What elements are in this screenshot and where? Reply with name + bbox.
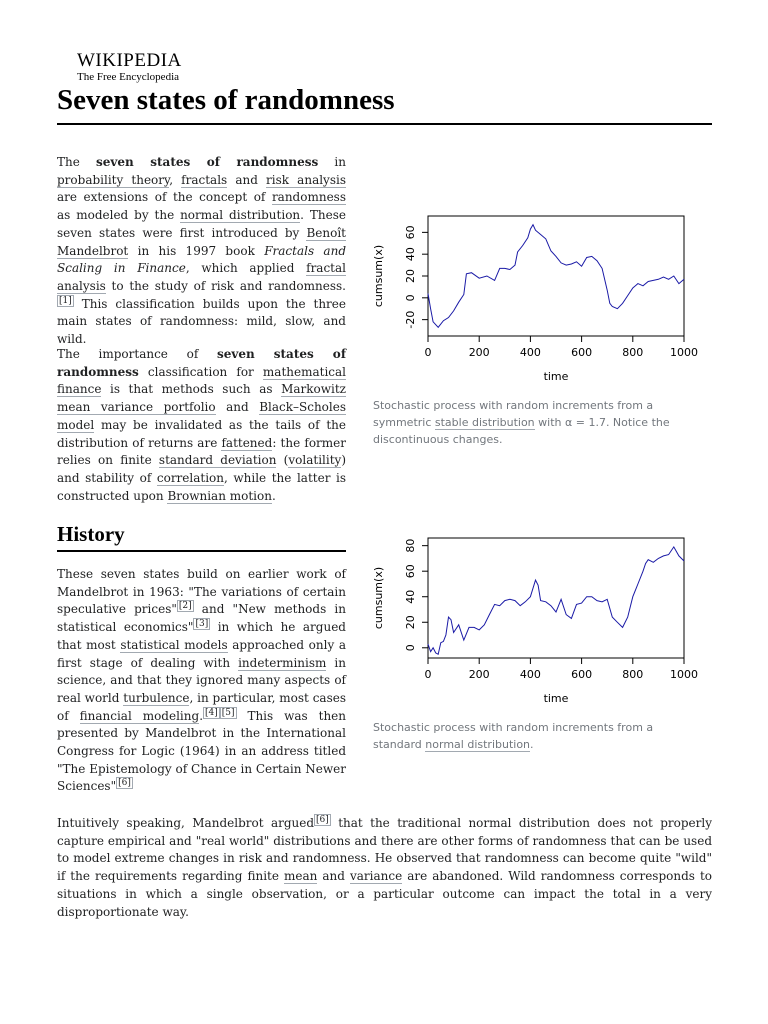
text: , which applied bbox=[185, 261, 307, 276]
link-mathematical-finance[interactable]: mathematical finance bbox=[57, 364, 346, 397]
citation-2[interactable]: [2] bbox=[178, 601, 192, 612]
link-risk-analysis[interactable]: risk analysis bbox=[266, 172, 346, 187]
x-tick-label: 400 bbox=[519, 668, 541, 681]
lead-paragraph-2 bbox=[57, 346, 346, 505]
text: : the former relies on finite bbox=[57, 435, 346, 468]
lead-paragraph-1 bbox=[57, 154, 346, 349]
text: in his 1997 book bbox=[128, 243, 265, 258]
intuition-paragraph bbox=[57, 815, 712, 921]
text: The importance of bbox=[57, 347, 217, 361]
x-tick-label: 1000 bbox=[670, 346, 698, 359]
link-indeterminism[interactable]: indeterminism bbox=[238, 655, 327, 670]
text: classification for bbox=[138, 364, 263, 379]
x-tick-label: 1000 bbox=[670, 668, 698, 681]
citation-5[interactable]: [5] bbox=[221, 707, 235, 718]
link-turbulence[interactable]: turbulence bbox=[123, 690, 190, 705]
text: in science, and that they ignored many aspects of real world bbox=[57, 655, 347, 705]
figure-caption bbox=[373, 719, 683, 753]
x-tick-label: 600 bbox=[571, 346, 593, 359]
y-tick-label: 0 bbox=[404, 294, 417, 302]
text: . bbox=[199, 708, 204, 723]
link-fattened[interactable]: fattened bbox=[221, 435, 273, 450]
x-tick-label: 0 bbox=[424, 346, 432, 359]
series-line bbox=[428, 225, 684, 328]
x-tick-label: 400 bbox=[519, 346, 541, 359]
link-fractals[interactable]: fractals bbox=[181, 172, 228, 187]
text: . bbox=[530, 738, 534, 751]
history-heading: History bbox=[57, 522, 346, 552]
series-line bbox=[428, 547, 684, 654]
text: Stochastic process with random increments from a symmetric bbox=[373, 399, 654, 429]
text: Stochastic process with random increments from a standard bbox=[373, 721, 654, 751]
history-paragraph bbox=[57, 566, 346, 796]
link-statistical-models[interactable]: statistical models bbox=[120, 637, 228, 652]
text: , bbox=[169, 172, 182, 187]
citation-6[interactable]: [6] bbox=[118, 778, 131, 789]
bold-term: seven states of randomness bbox=[57, 347, 346, 379]
text: ) and stability of bbox=[57, 453, 346, 485]
y-tick-label: 60 bbox=[404, 225, 417, 240]
plot-frame bbox=[428, 538, 684, 658]
text: and "New methods in statistical economics" bbox=[57, 602, 346, 635]
text: to the study of risk and randomness. bbox=[105, 278, 346, 293]
x-axis-label: time bbox=[543, 692, 569, 705]
text: These seven states build on earlier work of Mandelbrot in 1963: "The variations of certain speculative prices" bbox=[57, 567, 346, 617]
y-tick-label: 40 bbox=[404, 247, 417, 262]
link-mean[interactable]: mean bbox=[284, 869, 318, 884]
link-brownian-motion[interactable]: Brownian motion bbox=[167, 488, 272, 503]
x-tick-label: 600 bbox=[571, 668, 593, 681]
text: and bbox=[215, 400, 260, 415]
link-financial-modeling[interactable]: financial modeling bbox=[79, 708, 200, 723]
link-variance[interactable]: variance bbox=[349, 869, 403, 884]
link-benoit-mandelbrot[interactable]: Benoît Mandelbrot bbox=[57, 225, 346, 258]
y-tick-label: 0 bbox=[404, 644, 417, 652]
link-randomness[interactable]: randomness bbox=[271, 190, 346, 205]
link-volatility[interactable]: volatility bbox=[288, 453, 342, 468]
citation-4[interactable]: [4] bbox=[205, 707, 218, 718]
link-probability-theory[interactable]: probability theory bbox=[57, 172, 170, 187]
text: are abandoned. Wild randomness corresponds to situations in which a single observation, or a particular outcome can impact the total in a very disproportionate way. bbox=[57, 869, 713, 919]
text: in bbox=[318, 155, 346, 169]
link-normal-distribution[interactable]: normal distribution bbox=[425, 738, 531, 751]
figure-normal-distribution bbox=[364, 530, 698, 753]
y-tick-label: 20 bbox=[404, 269, 417, 283]
text: , while the latter is constructed upon bbox=[57, 470, 346, 503]
y-tick-label: 80 bbox=[404, 538, 417, 553]
link-normal-distribution[interactable]: normal distribution bbox=[180, 208, 301, 223]
x-tick-label: 800 bbox=[622, 346, 644, 359]
bold-term: seven states of randomness bbox=[96, 155, 319, 169]
x-tick-label: 0 bbox=[424, 668, 432, 681]
stable-process-chart[interactable] bbox=[364, 208, 698, 393]
text: approached only a first stage of dealing with bbox=[57, 637, 346, 670]
citation-1[interactable]: [1] bbox=[59, 295, 72, 306]
y-axis-label: cumsum(x) bbox=[372, 566, 385, 630]
link-markowitz-portfolio[interactable]: Markowitz mean variance portfolio bbox=[57, 382, 346, 415]
text: are extensions of the concept of bbox=[57, 190, 272, 205]
normal-process-chart[interactable] bbox=[364, 530, 698, 715]
text: in which he argued that most bbox=[57, 620, 346, 652]
citation-3[interactable]: [3] bbox=[195, 619, 209, 630]
link-fractal-analysis[interactable]: fractal analysis bbox=[57, 261, 346, 293]
text: as modeled by the bbox=[57, 208, 181, 223]
wikipedia-logo-subtitle: The Free Encyclopedia bbox=[77, 71, 180, 83]
text: is that methods such as bbox=[101, 382, 282, 397]
x-axis-label: time bbox=[543, 370, 569, 383]
x-tick-label: 200 bbox=[468, 668, 490, 681]
y-tick-label: -20 bbox=[404, 310, 417, 329]
text: , in particular, most cases of bbox=[57, 690, 347, 723]
page-title: Seven states of randomness bbox=[57, 84, 395, 116]
link-black-scholes-model[interactable]: Black–Scholes model bbox=[57, 400, 346, 432]
link-stable-distribution[interactable]: stable distribution bbox=[434, 416, 535, 429]
figure-caption bbox=[373, 397, 683, 448]
link-standard-deviation[interactable]: standard deviation bbox=[158, 453, 277, 468]
text: and bbox=[317, 869, 350, 884]
wikipedia-logo-title[interactable]: WIKIPEDIA bbox=[77, 50, 182, 71]
citation-6[interactable]: [6] bbox=[316, 815, 329, 825]
title-divider bbox=[57, 123, 712, 125]
y-tick-label: 20 bbox=[404, 615, 417, 630]
y-tick-label: 60 bbox=[404, 564, 417, 579]
text: This was then presented by Mandelbrot in the International Congress for Logic (1964) in an address titled "The Epistemology of Chance in Certain Newer Sciences" bbox=[57, 708, 347, 794]
x-tick-label: 200 bbox=[468, 346, 490, 359]
text: Intuitively speaking, Mandelbrot argued bbox=[57, 816, 315, 830]
text: This classification builds upon the three main states of randomness: mild, slow, and wild. bbox=[57, 296, 346, 347]
text: that the traditional normal distribution does not properly capture empirical and "real world" distributions and there are other forms of randomness that can be used to model extreme changes in risk and randomness. He observed that randomness can become quite "wild" if the requirements regarding finite bbox=[57, 816, 712, 884]
text: . These seven states were first introduced by bbox=[57, 208, 346, 240]
x-tick-label: 800 bbox=[622, 668, 644, 681]
text: and bbox=[227, 172, 267, 187]
figure-stable-distribution bbox=[364, 208, 698, 448]
link-correlation[interactable]: correlation bbox=[156, 470, 224, 485]
y-axis-label: cumsum(x) bbox=[372, 244, 385, 308]
text: may be invalidated as the tails of the distribution of returns are bbox=[57, 417, 346, 450]
text: . bbox=[271, 488, 276, 503]
text: The bbox=[57, 155, 96, 169]
text: ( bbox=[276, 453, 289, 468]
book-title: Fractals and Scaling in Finance bbox=[57, 243, 346, 276]
y-tick-label: 40 bbox=[404, 589, 417, 604]
text: with α = 1.7. Notice the discontinuous changes. bbox=[373, 416, 670, 446]
